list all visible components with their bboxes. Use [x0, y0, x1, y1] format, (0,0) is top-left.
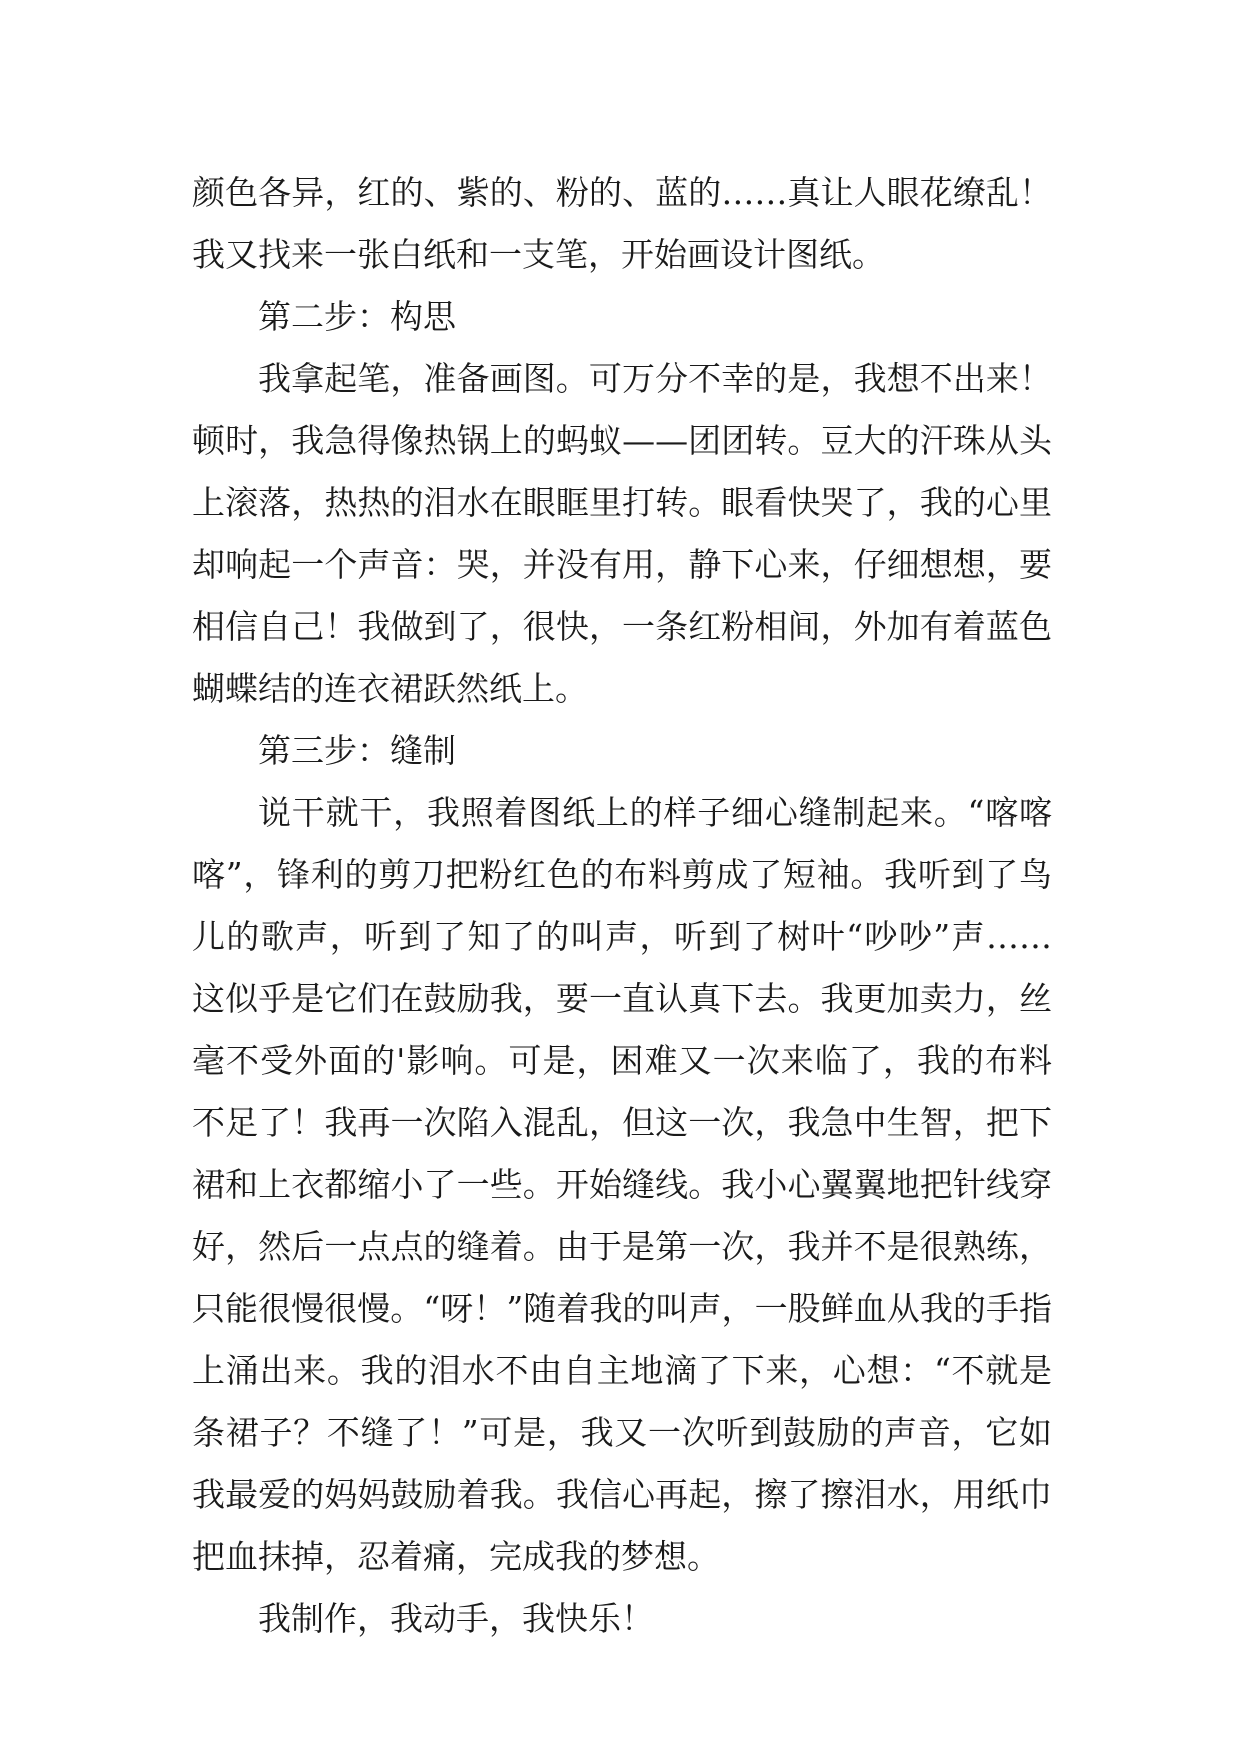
text-line: 儿的歌声，听到了知了的叫声，听到了树叶“吵吵”声……	[192, 917, 1052, 956]
text-line: 蝴蝶结的连衣裙跃然纸上。	[192, 669, 588, 708]
text-line: 上滚落，热热的泪水在眼眶里打转。眼看快哭了，我的心里	[192, 483, 1052, 522]
text-line: 却响起一个声音：哭，并没有用，静下心来，仔细想想，要	[192, 545, 1052, 584]
text-line: 我最爱的妈妈鼓励着我。我信心再起，擦了擦泪水，用纸巾	[192, 1475, 1052, 1514]
text-line: 只能很慢很慢。“呀！”随着我的叫声，一股鲜血从我的手指	[192, 1289, 1052, 1328]
section-heading: 第二步：构思	[258, 297, 456, 336]
text-line: 不足了！我再一次陷入混乱，但这一次，我急中生智，把下	[192, 1103, 1052, 1142]
text-line: 我又找来一张白纸和一支笔，开始画设计图纸。	[192, 235, 885, 274]
text-line: 我拿起笔，准备画图。可万分不幸的是，我想不出来！	[258, 359, 1052, 398]
text-line: 把血抹掉，忍着痛，完成我的梦想。	[192, 1537, 720, 1576]
text-line: 相信自己！我做到了，很快，一条红粉相间，外加有着蓝色	[192, 607, 1052, 646]
closing-line: 我制作，我动手，我快乐！	[258, 1599, 654, 1638]
text-line: 毫不受外面的'影响。可是，困难又一次来临了，我的布料	[192, 1041, 1052, 1080]
text-line: 喀”，锋利的剪刀把粉红色的布料剪成了短袖。我听到了鸟	[192, 855, 1052, 894]
text-line: 上涌出来。我的泪水不由自主地滴了下来，心想：“不就是	[192, 1351, 1052, 1390]
text-line: 这似乎是它们在鼓励我，要一直认真下去。我更加卖力，丝	[192, 979, 1052, 1018]
body-text	[192, 162, 1052, 1650]
text-line: 好，然后一点点的缝着。由于是第一次，我并不是很熟练，	[192, 1227, 1052, 1266]
text-line: 说干就干，我照着图纸上的样子细心缝制起来。“喀喀	[258, 793, 1052, 832]
text-line: 条裙子？不缝了！”可是，我又一次听到鼓励的声音，它如	[192, 1413, 1052, 1452]
text-line: 裙和上衣都缩小了一些。开始缝线。我小心翼翼地把针线穿	[192, 1165, 1052, 1204]
section-heading: 第三步：缝制	[258, 731, 456, 770]
text-line: 顿时，我急得像热锅上的蚂蚁——团团转。豆大的汗珠从头	[192, 421, 1052, 460]
text-line: 颜色各异，红的、紫的、粉的、蓝的……真让人眼花缭乱！	[192, 173, 1052, 212]
